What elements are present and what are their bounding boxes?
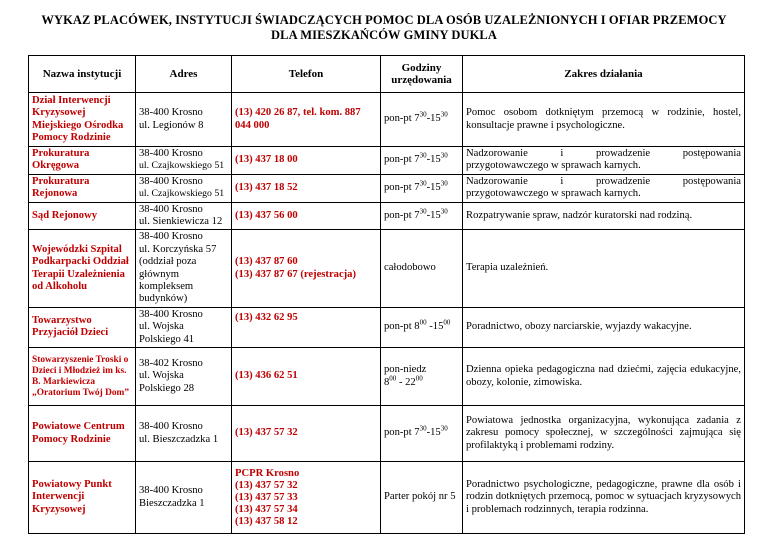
- office-hours: całodobowo: [381, 230, 463, 307]
- page-title: [0, 13, 768, 43]
- institution-name: Sąd Rejonowy: [29, 202, 136, 230]
- institution-address: 38-400 Krosno ul. Wojska Polskiego 41: [136, 307, 232, 347]
- office-hours: pon-pt $7^{30}-15^{30}$: [381, 93, 463, 147]
- institution-phone: (13) 437 18 00: [232, 147, 381, 175]
- office-hours: pon-pt $7^{30}-15^{30}$: [381, 147, 463, 175]
- institution-address: 38-400 Krosno ul. Czajkowskiego 51: [136, 174, 232, 202]
- column-header-scope: Zakres działania: [463, 56, 745, 93]
- institution-phone: (13) 437 87 60 (13) 437 87 67 (rejestracja): [232, 230, 381, 307]
- table-row: [29, 307, 745, 347]
- column-header-phone: Telefon: [232, 56, 381, 93]
- institution-name: Towarzystwo Przyjaciół Dzieci: [29, 307, 136, 347]
- institution-phone: (13) 437 56 00: [232, 202, 381, 230]
- institution-phone: (13) 432 62 95: [232, 307, 381, 347]
- table-row: [29, 93, 745, 147]
- table-row: [29, 202, 745, 230]
- institution-address: 38-400 Krosno ul. Bieszczadzka 1: [136, 406, 232, 462]
- office-hours: pon-pt $8^{00}$ $-15^{00}$: [381, 307, 463, 347]
- institution-address: 38-400 Krosno Bieszczadzka 1: [136, 462, 232, 534]
- institution-name: Prokuratura Okręgowa: [29, 147, 136, 175]
- scope-of-activity: Terapia uzależnień.: [463, 230, 745, 307]
- office-hours: Parter pokój nr 5: [381, 462, 463, 534]
- office-hours: pon-pt $7^{30}-15^{30}$: [381, 174, 463, 202]
- table-row: [29, 462, 745, 534]
- institution-name: Prokuratura Rejonowa: [29, 174, 136, 202]
- table-row: [29, 147, 745, 175]
- scope-of-activity: Poradnictwo psychologiczne, pedagogiczne, prawne dla osób i rodzin dotkniętych przemocą, pomoc w sytuacjach kryzysowych i problemach rodzinnych, terapia rodzinna.: [463, 462, 745, 534]
- institution-name: Powiatowe Centrum Pomocy Rodzinie: [29, 406, 136, 462]
- scope-of-activity: Dzienna opieka pedagogiczna nad dziećmi, zajęcia edukacyjne, obozy, kolonie, zimowiska.: [463, 348, 745, 406]
- table-row: [29, 348, 745, 406]
- office-hours: pon-niedz $8^{00} - 22^{00}$: [381, 348, 463, 406]
- institution-address: 38-400 Krosno ul. Legionów 8: [136, 93, 232, 147]
- office-hours: pon-pt $7^{30}-15^{30}$: [381, 406, 463, 462]
- institution-address: 38-400 Krosno ul. Czajkowskiego 51: [136, 147, 232, 175]
- table-header-row: [29, 56, 745, 93]
- institution-phone: (13) 437 57 32: [232, 406, 381, 462]
- scope-of-activity: Nadzorowanie i prowadzenie postępowania przygotowawczego w sprawach karnych.: [463, 147, 745, 175]
- institution-phone: (13) 420 26 87, tel. kom. 887 044 000: [232, 93, 381, 147]
- institution-phone: (13) 436 62 51: [232, 348, 381, 406]
- scope-of-activity: Poradnictwo, obozy narciarskie, wyjazdy wakacyjne.: [463, 307, 745, 347]
- institution-name: Stowarzyszenie Troski o Dzieci i Młodzież im ks. B. Markiewicza „Oratorium Twój Dom”: [29, 348, 136, 406]
- institution-phone: PCPR Krosno (13) 437 57 32 (13) 437 57 33 (13) 437 57 34 (13) 437 58 12: [232, 462, 381, 534]
- table-row: [29, 406, 745, 462]
- scope-of-activity: Powiatowa jednostka organizacyjna, wykonująca zadania z zakresu pomocy społecznej, w szczególności zajmująca się profilaktyką i problemami rodziny.: [463, 406, 745, 462]
- institution-name: Powiatowy Punkt Interwencji Kryzysowej: [29, 462, 136, 534]
- office-hours: pon-pt $7^{30}-15^{30}$: [381, 202, 463, 230]
- institution-phone: (13) 437 18 52: [232, 174, 381, 202]
- scope-of-activity: Pomoc osobom dotkniętym przemocą w rodzinie, hostel, konsultacje prawne i psychologiczne.: [463, 93, 745, 147]
- column-header-hours: Godziny urzędowania: [381, 56, 463, 93]
- institution-name: Dział Interwencji Kryzysowej Miejskiego Ośrodka Pomocy Rodzinie: [29, 93, 136, 147]
- scope-of-activity: Nadzorowanie i prowadzenie postępowania przygotowawczego w sprawach karnych.: [463, 174, 745, 202]
- column-header-address: Adres: [136, 56, 232, 93]
- institution-address: 38-400 Krosno ul. Sienkiewicza 12: [136, 202, 232, 230]
- column-header-name: Nazwa instytucji: [29, 56, 136, 93]
- institutions-table: [28, 55, 745, 534]
- title-line-2: DLA MIESZKAŃCÓW GMINY DUKLA: [271, 28, 497, 42]
- table-row: [29, 174, 745, 202]
- scope-of-activity: Rozpatrywanie spraw, nadzór kuratorski nad rodziną.: [463, 202, 745, 230]
- institution-name: Wojewódzki Szpital Podkarpacki Oddział Terapii Uzależnienia od Alkoholu: [29, 230, 136, 307]
- title-line-1: WYKAZ PLACÓWEK, INSTYTUCJI ŚWIADCZĄCYCH POMOC DLA OSÓB UZALEŻNIONYCH I OFIAR PRZEMOCY: [41, 13, 727, 27]
- institution-address: 38-400 Krosno ul. Korczyńska 57 (oddział poza głównym kompleksem budynków): [136, 230, 232, 307]
- institution-address: 38-402 Krosno ul. Wojska Polskiego 28: [136, 348, 232, 406]
- table-row: [29, 230, 745, 307]
